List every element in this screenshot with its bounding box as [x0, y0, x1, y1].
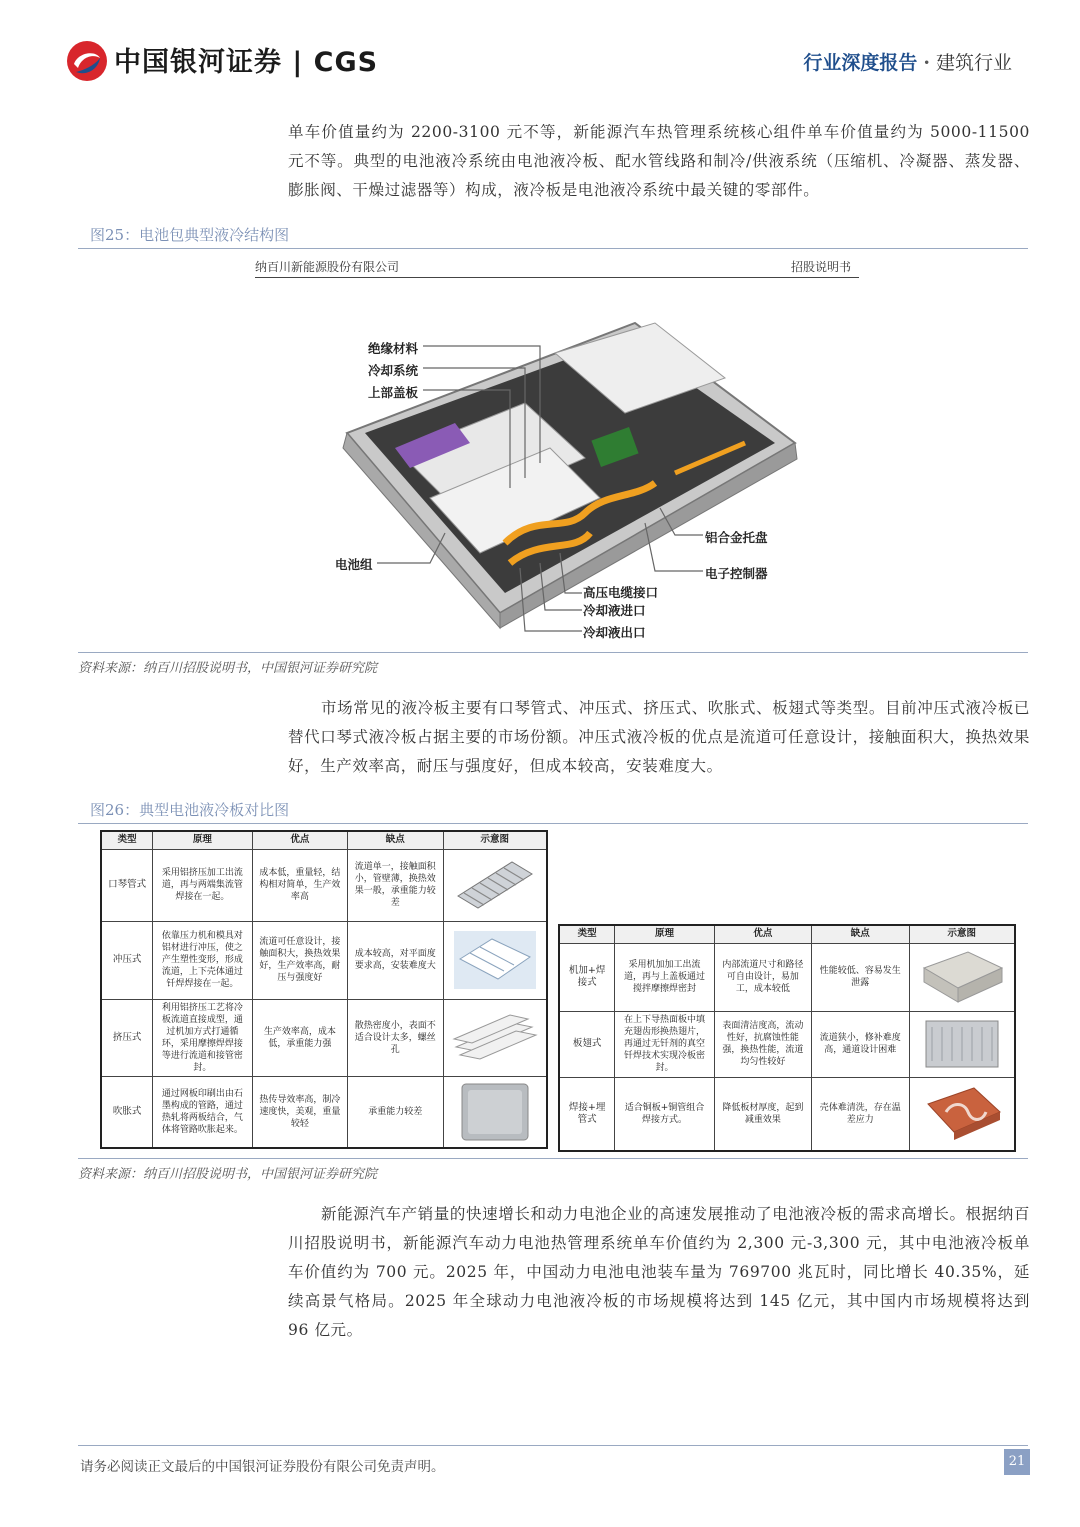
row-type: 挤压式 [101, 999, 153, 1076]
figure-25-source: 资料来源：纳百川招股说明书，中国银河证券研究院 [78, 661, 378, 676]
header-separator: · [923, 52, 930, 74]
machined-welded-plate-image [909, 943, 1015, 1011]
row-pros: 降低板材厚度，起到减重效果 [714, 1077, 811, 1151]
row-cons: 壳体难清洗，存在温差应力 [812, 1077, 909, 1151]
row-pros: 生产效率高，成本低，承重能力强 [252, 999, 347, 1076]
battery-pack-illustration [255, 283, 859, 645]
row-principle: 采用机加加工出流道，再与上盖板通过搅拌摩擦焊密封 [615, 943, 714, 1011]
label-aluminum-tray: 铝合金托盘 [705, 530, 768, 545]
label-electronic-controller: 电子控制器 [705, 566, 768, 581]
row-type: 机加+焊接式 [559, 943, 615, 1011]
brand-name: 中国银河证券 | CGS [114, 47, 379, 78]
header-diagram: 示意图 [443, 831, 547, 849]
row-principle: 适合铜板+铜管组合焊接方式。 [615, 1077, 714, 1151]
figure-25-title: 图25：电池包典型液冷结构图 [90, 226, 290, 244]
paragraph-3: 新能源汽车产销量的快速增长和动力电池企业的高速发展推动了电池液冷板的需求高增长。根据纳百川招股说明书，新能源汽车动力电池热管理系统单车价值约为 2,300 元-3,300 元，其中电池液冷板单车价值约为 700 元。2025 年，中国动力电池电池装车量为 769700 兆瓦时，同比增长 40.35%，延续高景气格局。2025 年全球动力电池液冷板的市场规模将达到 145 亿元，其中国内市场规模将达到 96 亿元。 [288, 1205, 1030, 1339]
row-type: 焊接+埋管式 [559, 1077, 615, 1151]
figure-25-header-rule [255, 277, 859, 278]
table-row [559, 943, 1015, 1011]
row-type: 冲压式 [101, 921, 153, 999]
label-insulation: 绝缘材料 [368, 341, 419, 356]
table-row [559, 1077, 1015, 1151]
page-number: 21 [1004, 1449, 1030, 1475]
roll-bond-plate-image [443, 1076, 547, 1148]
table-row [101, 849, 547, 921]
label-coolant-inlet: 冷却液进口 [583, 603, 646, 618]
extruded-plate-image [443, 999, 547, 1076]
table-row [101, 999, 547, 1076]
table-row [101, 921, 547, 999]
figure-26-top-rule [78, 823, 1028, 824]
left-comparison-table [100, 830, 548, 1149]
header-principle: 原理 [615, 925, 714, 943]
header-cons: 缺点 [348, 831, 443, 849]
row-type: 口琴管式 [101, 849, 153, 921]
label-coolant-outlet: 冷却液出口 [583, 625, 646, 640]
header-pros: 优点 [252, 831, 347, 849]
cgs-logo-icon [66, 40, 108, 82]
figure-25-company: 纳百川新能源股份有限公司 [255, 260, 400, 274]
figure-25-bottom-rule [78, 652, 1028, 653]
header-type: 类型 [101, 831, 153, 849]
figure-26-title: 图26：典型电池液冷板对比图 [90, 801, 290, 819]
row-cons: 散热密度小，表面不适合设计太多，螺丝孔 [348, 999, 443, 1076]
row-type: 板翅式 [559, 1011, 615, 1077]
row-pros: 表面清洁度高，流动性好，抗腐蚀性能强，换热性能，流道均匀性较好 [714, 1011, 811, 1077]
stamped-plate-image [443, 921, 547, 999]
row-cons: 成本较高，对平面度要求高，安装难度大 [348, 921, 443, 999]
label-upper-cover: 上部盖板 [368, 385, 419, 400]
paragraph-2: 市场常见的液冷板主要有口琴管式、冲压式、挤压式、吹胀式、板翅式等类型。目前冲压式液冷板已替代口琴式液冷板占据主要的市场份额。冲压式液冷板的优点是流道可任意设计，接触面积大，换热效果好，生产效率高，耐压与强度好，但成本较高，安装难度大。 [288, 699, 1030, 775]
plate-fin-image [909, 1011, 1015, 1077]
row-principle: 利用铝挤压工艺将冷板流道直接成型，通过机加方式打通循环，采用摩擦焊焊接等进行流道和接管密封。 [153, 999, 252, 1076]
footer-rule [78, 1445, 1028, 1446]
row-pros: 热传导效率高，制冷速度快，美观，重量较轻 [252, 1076, 347, 1148]
row-pros: 流道可任意设计，接触面积大，换热效果好，生产效率高，耐压与强度好 [252, 921, 347, 999]
row-pros: 内部流道尺寸和路径可自由设计，易加工，成本较低 [714, 943, 811, 1011]
label-battery-pack: 电池组 [335, 557, 373, 572]
table-row [101, 1076, 547, 1148]
row-cons: 承重能力较差 [348, 1076, 443, 1148]
welded-buried-tube-image [909, 1077, 1015, 1151]
row-cons: 流道单一，接触面积小，管壁薄，换热效果一般，承重能力较差 [348, 849, 443, 921]
right-comparison-table [558, 924, 1016, 1152]
figure-26-source: 资料来源：纳百川招股说明书，中国银河证券研究院 [78, 1167, 378, 1182]
row-cons: 性能较低、容易发生泄露 [812, 943, 909, 1011]
row-type: 吹胀式 [101, 1076, 153, 1148]
page-header [0, 0, 1080, 110]
figure-26-bottom-rule [78, 1158, 1028, 1159]
row-cons: 流道狭小，修补难度高，通道设计困难 [812, 1011, 909, 1077]
label-cooling-system: 冷却系统 [368, 363, 419, 378]
report-type: 行业深度报告 [803, 52, 918, 74]
header-cons: 缺点 [812, 925, 909, 943]
figure-25-top-rule [78, 248, 1028, 249]
footer-disclaimer: 请务必阅读正文最后的中国银河证券股份有限公司免责声明。 [80, 1459, 445, 1475]
label-hv-connector: 高压电缆接口 [583, 585, 659, 600]
figure-25-doc-type: 招股说明书 [790, 260, 851, 274]
row-principle: 依靠压力机和模具对铝材进行冲压，使之产生塑性变形，形成流道，上下壳体通过钎焊焊接在一起。 [153, 921, 252, 999]
row-principle: 通过网板印刷出由石墨构成的管路，通过热轧将两板结合，气体将管路吹胀起来。 [153, 1076, 252, 1148]
sector-name: 建筑行业 [935, 52, 1012, 74]
row-pros: 成本低，重量轻，结构相对简单，生产效率高 [252, 849, 347, 921]
row-principle: 在上下导热面板中填充翅齿形换热翅片，再通过无钎剂的真空钎焊技术实现冷板密封。 [615, 1011, 714, 1077]
report-category [803, 48, 1012, 75]
header-diagram: 示意图 [909, 925, 1015, 943]
harmonica-tube-plate-image [443, 849, 547, 921]
header-type: 类型 [559, 925, 615, 943]
header-pros: 优点 [714, 925, 811, 943]
paragraph-1: 单车价值量约为 2200-3100 元不等，新能源汽车热管理系统核心组件单车价值量约为 5000-11500 元不等。典型的电池液冷系统由电池液冷板、配水管线路和制冷/供液系统（压缩机、冷凝器、蒸发器、膨胀阀、干燥过滤器等）构成，液冷板是电池液冷系统中最关键的零部件。 [288, 123, 1030, 199]
row-principle: 采用铝挤压加工出流道，再与两端集流管焊接在一起。 [153, 849, 252, 921]
header-principle: 原理 [153, 831, 252, 849]
figure-25-image [255, 253, 859, 645]
table-row [559, 1011, 1015, 1077]
